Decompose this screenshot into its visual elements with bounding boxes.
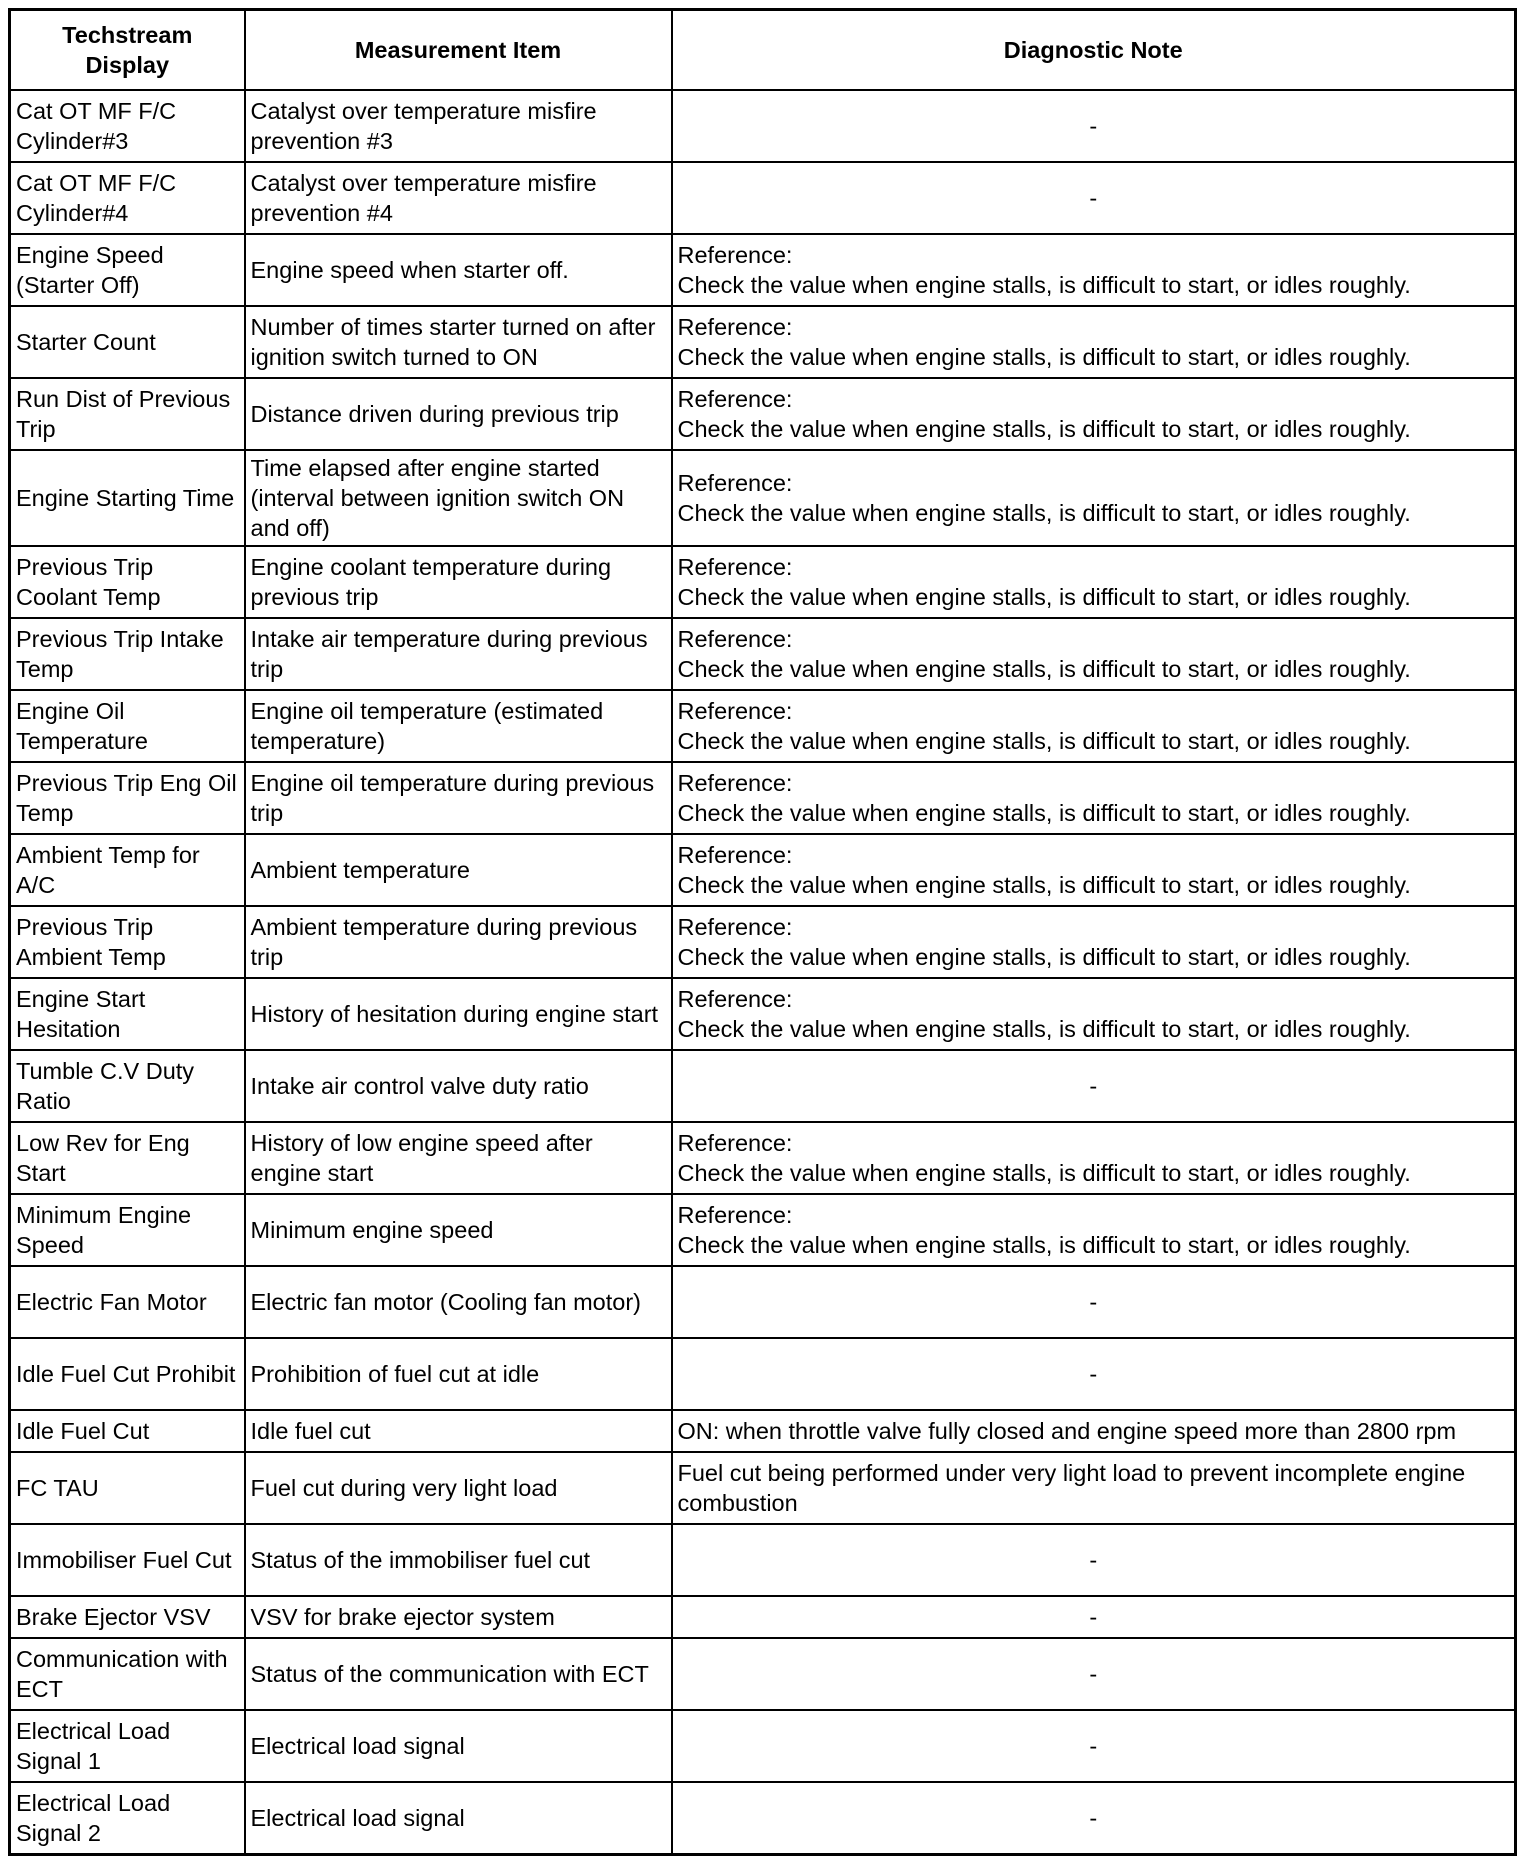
note-line: Reference:: [677, 242, 793, 268]
table-row: [10, 1122, 1516, 1194]
cell-techstream-display: Electric Fan Motor: [10, 1266, 245, 1338]
cell-measurement-item: Time elapsed after engine started (interval between ignition switch ON and off): [245, 450, 672, 546]
table-row: [10, 234, 1516, 306]
note-line: Reference:: [677, 626, 793, 652]
note-line: -: [1089, 1661, 1098, 1687]
cell-techstream-display: Tumble C.V Duty Ratio: [10, 1050, 245, 1122]
cell-techstream-display: Immobiliser Fuel Cut: [10, 1524, 245, 1596]
note-line: ON: when throttle valve fully closed and engine speed more than 2800 rpm: [677, 1418, 1457, 1444]
cell-techstream-display: Cat OT MF F/C Cylinder#4: [10, 162, 245, 234]
table-row: [10, 306, 1516, 378]
cell-diagnostic-note: [672, 234, 1516, 306]
cell-diagnostic-note: [672, 1266, 1516, 1338]
cell-measurement-item: Ambient temperature: [245, 834, 672, 906]
note-line: -: [1089, 1547, 1098, 1573]
note-line: Reference:: [677, 914, 793, 940]
table-row: [10, 834, 1516, 906]
cell-diagnostic-note: [672, 546, 1516, 618]
cell-techstream-display: Electrical Load Signal 2: [10, 1782, 245, 1854]
note-line: Reference:: [677, 1202, 793, 1228]
cell-diagnostic-note: [672, 762, 1516, 834]
cell-diagnostic-note: [672, 162, 1516, 234]
cell-measurement-item: Catalyst over temperature misfire prevention #4: [245, 162, 672, 234]
cell-measurement-item: Electrical load signal: [245, 1710, 672, 1782]
note-line: Reference:: [677, 554, 793, 580]
cell-diagnostic-note: [672, 1050, 1516, 1122]
table-row: [10, 1452, 1516, 1524]
cell-techstream-display: Engine Speed (Starter Off): [10, 234, 245, 306]
cell-techstream-display: Minimum Engine Speed: [10, 1194, 245, 1266]
note-line: Reference:: [677, 386, 793, 412]
table-row: [10, 90, 1516, 162]
cell-techstream-display: Electrical Load Signal 1: [10, 1710, 245, 1782]
note-line: Fuel cut being performed under very light load to prevent incomplete engine combustion: [677, 1460, 1466, 1516]
cell-diagnostic-note: [672, 90, 1516, 162]
cell-techstream-display: Ambient Temp for A/C: [10, 834, 245, 906]
table-row: [10, 906, 1516, 978]
note-line: Check the value when engine stalls, is difficult to start, or idles roughly.: [677, 944, 1411, 970]
note-line: Check the value when engine stalls, is difficult to start, or idles roughly.: [677, 1232, 1411, 1258]
table-row: [10, 1638, 1516, 1710]
cell-techstream-display: FC TAU: [10, 1452, 245, 1524]
table-row: [10, 690, 1516, 762]
table-body: [10, 90, 1516, 1854]
cell-diagnostic-note: [672, 450, 1516, 546]
table-row: [10, 1266, 1516, 1338]
cell-measurement-item: VSV for brake ejector system: [245, 1596, 672, 1638]
table-row: [10, 1782, 1516, 1854]
note-line: -: [1089, 1604, 1098, 1630]
header-row: [10, 10, 1516, 91]
cell-measurement-item: Intake air temperature during previous trip: [245, 618, 672, 690]
cell-techstream-display: Idle Fuel Cut Prohibit: [10, 1338, 245, 1410]
note-line: -: [1089, 1361, 1098, 1387]
cell-techstream-display: Previous Trip Eng Oil Temp: [10, 762, 245, 834]
cell-diagnostic-note: [672, 1638, 1516, 1710]
cell-diagnostic-note: [672, 1194, 1516, 1266]
table-row: [10, 1596, 1516, 1638]
cell-diagnostic-note: [672, 1782, 1516, 1854]
note-line: Reference:: [677, 842, 793, 868]
cell-measurement-item: Engine oil temperature during previous trip: [245, 762, 672, 834]
note-line: Check the value when engine stalls, is difficult to start, or idles roughly.: [677, 500, 1411, 526]
note-line: Reference:: [677, 770, 793, 796]
cell-measurement-item: Engine speed when starter off.: [245, 234, 672, 306]
note-line: Check the value when engine stalls, is difficult to start, or idles roughly.: [677, 656, 1411, 682]
note-line: Check the value when engine stalls, is difficult to start, or idles roughly.: [677, 272, 1411, 298]
table-header: [10, 10, 1516, 91]
cell-measurement-item: Status of the immobiliser fuel cut: [245, 1524, 672, 1596]
cell-techstream-display: Idle Fuel Cut: [10, 1410, 245, 1452]
cell-measurement-item: Fuel cut during very light load: [245, 1452, 672, 1524]
header-techstream-display: Techstream Display: [10, 10, 245, 91]
table-row: [10, 378, 1516, 450]
cell-diagnostic-note: [672, 1122, 1516, 1194]
note-line: Check the value when engine stalls, is difficult to start, or idles roughly.: [677, 872, 1411, 898]
note-line: Reference:: [677, 314, 793, 340]
cell-measurement-item: Electric fan motor (Cooling fan motor): [245, 1266, 672, 1338]
cell-diagnostic-note: [672, 978, 1516, 1050]
note-line: Check the value when engine stalls, is difficult to start, or idles roughly.: [677, 728, 1411, 754]
cell-diagnostic-note: [672, 1410, 1516, 1452]
table-row: [10, 1710, 1516, 1782]
cell-techstream-display: Previous Trip Coolant Temp: [10, 546, 245, 618]
note-line: Check the value when engine stalls, is difficult to start, or idles roughly.: [677, 416, 1411, 442]
table-row: [10, 450, 1516, 546]
note-line: Check the value when engine stalls, is difficult to start, or idles roughly.: [677, 584, 1411, 610]
cell-diagnostic-note: [672, 690, 1516, 762]
note-line: Check the value when engine stalls, is difficult to start, or idles roughly.: [677, 800, 1411, 826]
cell-measurement-item: Electrical load signal: [245, 1782, 672, 1854]
table-row: [10, 1410, 1516, 1452]
cell-measurement-item: History of hesitation during engine start: [245, 978, 672, 1050]
note-line: Reference:: [677, 470, 793, 496]
cell-techstream-display: Cat OT MF F/C Cylinder#3: [10, 90, 245, 162]
table-row: [10, 546, 1516, 618]
cell-techstream-display: Run Dist of Previous Trip: [10, 378, 245, 450]
cell-diagnostic-note: [672, 834, 1516, 906]
cell-techstream-display: Engine Starting Time: [10, 450, 245, 546]
table-row: [10, 162, 1516, 234]
table-row: [10, 762, 1516, 834]
cell-techstream-display: Previous Trip Intake Temp: [10, 618, 245, 690]
cell-measurement-item: Catalyst over temperature misfire prevention #3: [245, 90, 672, 162]
cell-diagnostic-note: [672, 906, 1516, 978]
note-line: Reference:: [677, 986, 793, 1012]
note-line: Check the value when engine stalls, is difficult to start, or idles roughly.: [677, 1016, 1411, 1042]
cell-measurement-item: Idle fuel cut: [245, 1410, 672, 1452]
cell-measurement-item: Distance driven during previous trip: [245, 378, 672, 450]
cell-techstream-display: Engine Start Hesitation: [10, 978, 245, 1050]
header-diagnostic-note: Diagnostic Note: [672, 10, 1516, 91]
cell-measurement-item: Prohibition of fuel cut at idle: [245, 1338, 672, 1410]
cell-techstream-display: Low Rev for Eng Start: [10, 1122, 245, 1194]
cell-diagnostic-note: [672, 378, 1516, 450]
note-line: -: [1089, 185, 1098, 211]
note-line: Check the value when engine stalls, is difficult to start, or idles roughly.: [677, 344, 1411, 370]
header-measurement-item: Measurement Item: [245, 10, 672, 91]
table-row: [10, 1524, 1516, 1596]
cell-measurement-item: History of low engine speed after engine start: [245, 1122, 672, 1194]
table-row: [10, 618, 1516, 690]
cell-diagnostic-note: [672, 1596, 1516, 1638]
cell-measurement-item: Engine coolant temperature during previous trip: [245, 546, 672, 618]
table-row: [10, 978, 1516, 1050]
cell-diagnostic-note: [672, 1524, 1516, 1596]
cell-measurement-item: Number of times starter turned on after ignition switch turned to ON: [245, 306, 672, 378]
cell-diagnostic-note: [672, 1338, 1516, 1410]
note-line: -: [1089, 1073, 1098, 1099]
table-row: [10, 1194, 1516, 1266]
cell-measurement-item: Intake air control valve duty ratio: [245, 1050, 672, 1122]
cell-measurement-item: Ambient temperature during previous trip: [245, 906, 672, 978]
note-line: Reference:: [677, 698, 793, 724]
table-row: [10, 1338, 1516, 1410]
note-line: Reference:: [677, 1130, 793, 1156]
note-line: -: [1089, 1289, 1098, 1315]
cell-diagnostic-note: [672, 306, 1516, 378]
note-line: Check the value when engine stalls, is difficult to start, or idles roughly.: [677, 1160, 1411, 1186]
cell-measurement-item: Status of the communication with ECT: [245, 1638, 672, 1710]
cell-techstream-display: Starter Count: [10, 306, 245, 378]
cell-techstream-display: Communication with ECT: [10, 1638, 245, 1710]
cell-diagnostic-note: [672, 1452, 1516, 1524]
cell-techstream-display: Engine Oil Temperature: [10, 690, 245, 762]
cell-techstream-display: Previous Trip Ambient Temp: [10, 906, 245, 978]
table-row: [10, 1050, 1516, 1122]
note-line: -: [1089, 1804, 1098, 1831]
cell-diagnostic-note: [672, 618, 1516, 690]
note-line: -: [1089, 113, 1098, 139]
cell-techstream-display: Brake Ejector VSV: [10, 1596, 245, 1638]
data-list-table: [8, 8, 1517, 1856]
cell-measurement-item: Minimum engine speed: [245, 1194, 672, 1266]
note-line: -: [1089, 1733, 1098, 1759]
cell-measurement-item: Engine oil temperature (estimated temperature): [245, 690, 672, 762]
cell-diagnostic-note: [672, 1710, 1516, 1782]
